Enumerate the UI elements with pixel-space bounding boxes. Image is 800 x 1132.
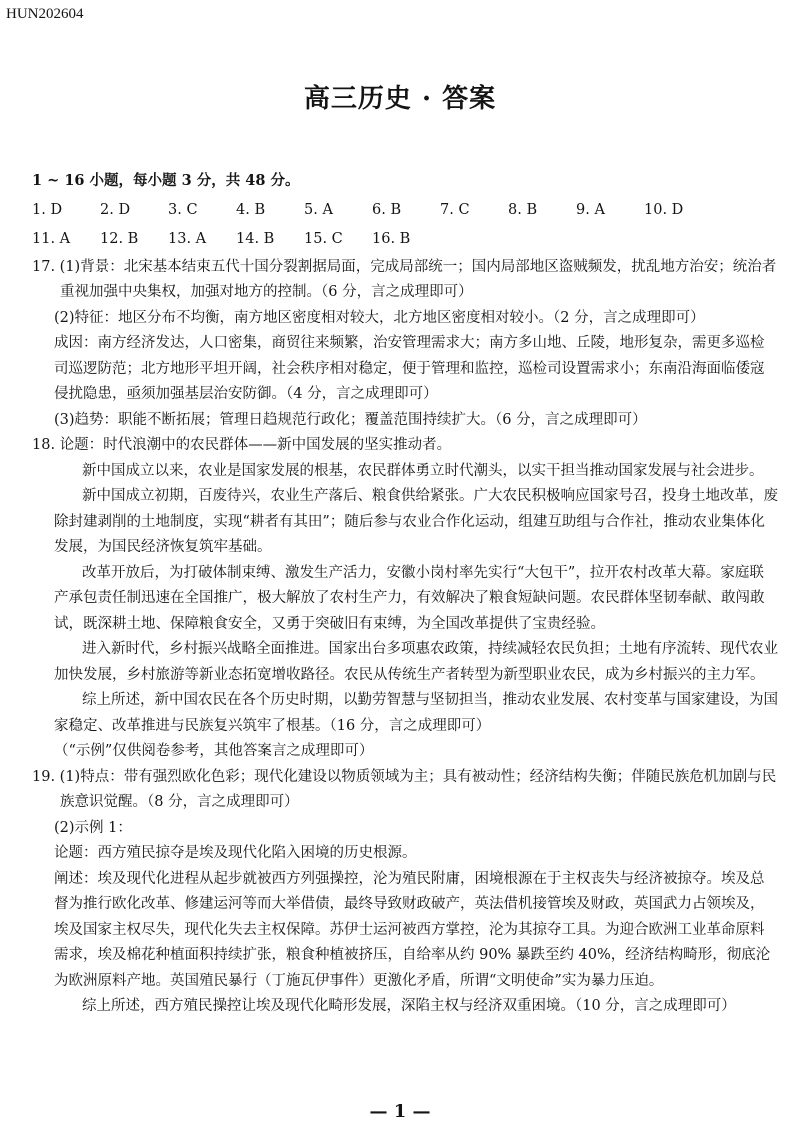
q18-paragraph-3: 改革开放后，为打破体制束缚、激发生产活力，安徽小岗村率先实行“大包干”，拉开农村改革大幕。家庭联产承包责任制迅速在全国推广，极大解放了农村生产力，有效解决了粮食短缺问题。农民群体坚韧奉献、敢闯敢试，既深耕土地、保障粮食安全，又勇于突破旧有束缚，为全国改革提供了宝贵经验。	[54, 564, 765, 632]
answer-10: 10. D	[644, 201, 684, 218]
q19-part2-example: (2)示例 1：	[54, 819, 132, 836]
answer-11: 11. A	[32, 231, 71, 247]
answer-3: 3. C	[168, 201, 198, 218]
page-number: — 1 —	[369, 1101, 431, 1122]
q18-thesis: 18. 论题：时代浪潮中的农民群体——新中国发展的坚实推动者。	[32, 437, 452, 453]
answer-13: 13. A	[168, 231, 207, 247]
q19-thesis: 论题：西方殖民掠夺是埃及现代化陷入困境的历史根源。	[54, 845, 417, 861]
page-title: 高三历史 · 答案	[303, 84, 497, 114]
q18-paragraph-1: 新中国成立以来，农业是国家发展的根基，农民群体勇立时代潮头，以实干担当推动国家发展与社会进步。	[82, 462, 764, 479]
answer-8: 8. B	[508, 201, 538, 218]
answer-16: 16. B	[372, 231, 411, 247]
mc-answers-row-1	[32, 198, 778, 224]
answer-2: 2. D	[100, 201, 131, 218]
q18-paragraph-2: 新中国成立初期，百废待兴，农业生产落后、粮食供给紧张。广大农民积极响应国家号召，投身土地改革，废除封建剥削的土地制度，实现“耕者有其田”；随后参与农业合作化运动，组建互助组与合作社，推动农业集体化发展，为国民经济恢复筑牢基础。	[54, 488, 778, 555]
q17-part2-causes: 成因：南方经济发达，人口密集，商贸往来频繁，治安管理需求大；南方多山地、丘陵，地形复杂，需更多巡检司巡逻防范；北方地形平坦开阔，社会秩序相对稳定，便于管理和监控，巡检司设置需求小；东南沿海面临倭寇侵扰隐患，亟须加强基层治安防御。（4 分，言之成理即可）	[54, 335, 765, 402]
q18-paragraph-4: 进入新时代，乡村振兴战略全面推进。国家出台多项惠农政策，持续减轻农民负担；土地有序流转、现代农业加快发展，乡村旅游等新业态拓宽增收路径。农民从传统生产者转型为新型职业农民，成为乡村振兴的主力军。	[54, 641, 778, 683]
q17-part1: 17. (1)背景：北宋基本结束五代十国分裂割据局面，完成局部统一；国内局部地区盗贼频发，扰乱地方治安；统治者重视加强中央集权，加强对地方的控制。（6 分，言之成理即可）	[32, 258, 777, 300]
answer-5: 5. A	[304, 201, 333, 218]
q19-part1: 19. (1)特点：带有强烈欧化色彩；现代化建设以物质领域为主；具有被动性；经济结构失衡；伴随民族危机加剧与民族意识觉醒。（8 分，言之成理即可）	[32, 768, 777, 810]
mc-answers-row-2	[32, 227, 778, 253]
answer-14: 14. B	[236, 231, 275, 247]
answer-9: 9. A	[576, 201, 605, 218]
q17-part2: (2)特征：地区分布不均衡，南方地区密度相对较大，北方地区密度相对较小。（2 分，言之成理即可）	[54, 309, 705, 326]
answer-7: 7. C	[440, 201, 470, 218]
q19-conclusion: 综上所述，西方殖民操控让埃及现代化畸形发展，深陷主权与经济双重困境。（10 分，言之成理即可）	[82, 998, 736, 1014]
document-code: HUN202604	[6, 6, 84, 22]
q17-part3: (3)趋势：职能不断拓展；管理日趋规范行政化；覆盖范围持续扩大。（6 分，言之成理即可）	[54, 411, 647, 428]
q18-note: （“示例”仅供阅卷参考，其他答案言之成理即可）	[54, 743, 374, 759]
mc-heading: 1 ~ 16 小题，每小题 3 分，共 48 分。	[32, 172, 300, 189]
q19-argument: 阐述：埃及现代化进程从起步就被西方列强操控，沦为殖民附庸，困境根源在于主权丧失与经济被掠夺。埃及总督为推行欧化改革、修建运河等而大举借债，最终导致财政破产，英法借机接管埃及财政，英国武力占领埃及，埃及国家主权尽失，现代化失去主权保障。苏伊士运河被西方掌控，沦为其掠夺工具。为迎合欧洲工业革命原料需求，埃及棉花种植面积持续扩张，粮食种植被挤压，自给率从约 90% 暴跌至约 40%，经济结构畸形，彻底沦为欧洲原料产地。英国殖民暴行（丁施瓦伊事件）更激化矛盾，所谓“文明使命”实为暴力压迫。	[54, 870, 771, 989]
answer-4: 4. B	[236, 201, 266, 218]
answer-content	[32, 168, 778, 1020]
q18-conclusion: 综上所述，新中国农民在各个历史时期，以勤劳智慧与坚韧担当，推动农业发展、农村变革与国家建设，为国家稳定、改革推进与民族复兴筑牢了根基。（16 分，言之成理即可）	[54, 692, 778, 734]
answer-15: 15. C	[304, 231, 343, 247]
answer-1: 1. D	[32, 201, 63, 218]
answer-6: 6. B	[372, 201, 402, 218]
answer-12: 12. B	[100, 231, 139, 247]
